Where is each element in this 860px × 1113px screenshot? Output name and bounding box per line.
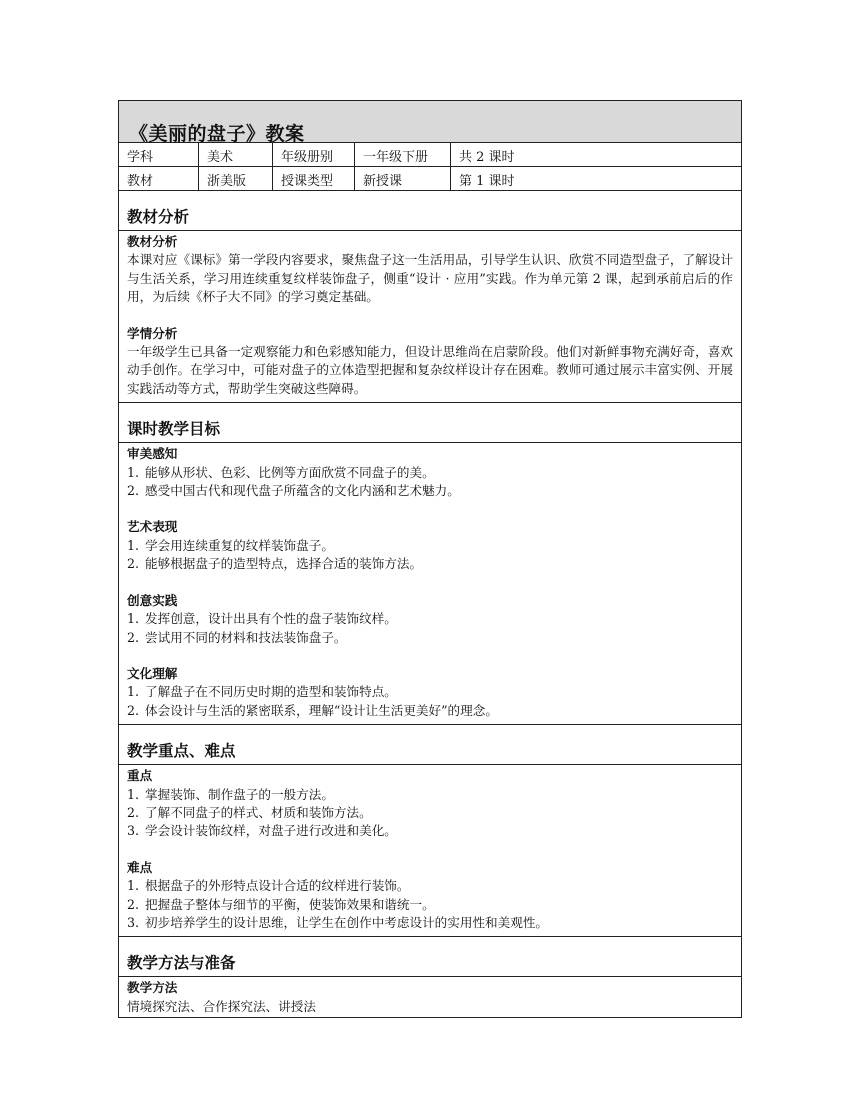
section-heading: 课时教学目标 — [127, 419, 221, 439]
list-item: 1. 学会用连续重复的纹样装饰盘子。 — [127, 537, 334, 553]
subject-value: 美术 — [199, 143, 273, 166]
methods-heading-row — [119, 937, 741, 977]
subsection-title: 重点 — [127, 768, 153, 784]
subsection-title: 审美感知 — [127, 446, 178, 462]
list-item: 3. 初步培养学生的设计思维，让学生在创作中考虑设计的实用性和美观性。 — [127, 914, 548, 930]
subsection-title: 艺术表现 — [127, 519, 178, 535]
list-item: 1. 根据盘子的外形特点设计合适的纹样进行装饰。 — [127, 878, 410, 894]
title-row — [119, 101, 741, 143]
analysis-body — [119, 231, 741, 403]
grade-value: 一年级下册 — [355, 143, 451, 166]
list-item: 2. 能够根据盘子的造型特点，选择合适的装饰方法。 — [127, 556, 423, 572]
subsection-title: 学情分析 — [127, 325, 178, 341]
list-item: 2. 体会设计与生活的紧密联系，理解“设计让生活更美好”的理念。 — [127, 702, 498, 718]
subsection-title: 难点 — [127, 859, 153, 875]
textbook-value: 浙美版 — [199, 167, 273, 190]
textbook-label: 教材 — [119, 167, 199, 190]
list-item: 1. 能够从形状、色彩、比例等方面欣赏不同盘子的美。 — [127, 464, 435, 480]
list-item: 2. 感受中国古代和现代盘子所蕴含的文化内涵和艺术魅力。 — [127, 483, 460, 499]
keypoints-body — [119, 765, 741, 937]
paragraph: 一年级学生已具备一定观察能力和色彩感知能力，但设计思维尚在启蒙阶段。他们对新鲜事物充满好奇，喜欢动手创作。在学习中，可能对盘子的立体造型把握和复杂纹样设计存在困难。教师可通过展示丰富实例、开展实践活动等方式，帮助学生突破这些障碍。 — [127, 344, 733, 396]
list-item: 1. 发挥创意，设计出具有个性的盘子装饰纹样。 — [127, 611, 397, 627]
list-item: 2. 尝试用不同的材料和技法装饰盘子。 — [127, 629, 347, 645]
section-heading: 教学方法与准备 — [127, 953, 236, 973]
subsection-title: 创意实践 — [127, 592, 178, 608]
subject-label: 学科 — [119, 143, 199, 166]
list-item: 2. 把握盘子整体与细节的平衡，使装饰效果和谐统一。 — [127, 896, 435, 912]
subsection-title: 文化理解 — [127, 665, 178, 681]
list-item: 3. 学会设计装饰纹样，对盘子进行改进和美化。 — [127, 823, 397, 839]
analysis-heading-row — [119, 191, 741, 231]
total-hours: 共 2 课时 — [459, 150, 515, 165]
lesson-type-label: 授课类型 — [273, 167, 355, 190]
section-heading: 教学重点、难点 — [127, 741, 236, 761]
goals-body — [119, 443, 741, 725]
lesson-plan-table — [118, 100, 742, 1018]
lesson-number: 第 1 课时 — [459, 174, 515, 189]
info-row-1 — [119, 143, 741, 167]
goals-heading-row — [119, 403, 741, 443]
list-item: 1. 了解盘子在不同历史时期的造型和装饰特点。 — [127, 684, 397, 700]
paragraph: 情境探究法、合作探究法、讲授法 — [127, 998, 316, 1014]
list-item: 1. 掌握装饰、制作盘子的一般方法。 — [127, 786, 334, 802]
methods-body — [119, 977, 741, 1017]
paragraph: 本课对应《课标》第一学段内容要求，聚焦盘子这一生活用品，引导学生认识、欣赏不同造型盘子，了解设计与生活关系，学习用连续重复纹样装饰盘子，侧重“设计 · 应用”实践。作为单元第 2 课，起到承前启后的作用，为后续《杯子大不同》的学习奠定基础。 — [127, 252, 733, 305]
subsection-title: 教学方法 — [127, 980, 178, 996]
list-item: 2. 了解不同盘子的样式、材质和装饰方法。 — [127, 804, 372, 820]
subsection-title: 教材分析 — [127, 234, 178, 249]
info-row-2 — [119, 167, 741, 191]
document-title: 《美丽的盘子》教案 — [129, 123, 305, 145]
lesson-type-value: 新授课 — [355, 167, 451, 190]
section-heading: 教材分析 — [127, 207, 190, 226]
grade-label: 年级册别 — [273, 143, 355, 166]
keypoints-heading-row — [119, 725, 741, 765]
